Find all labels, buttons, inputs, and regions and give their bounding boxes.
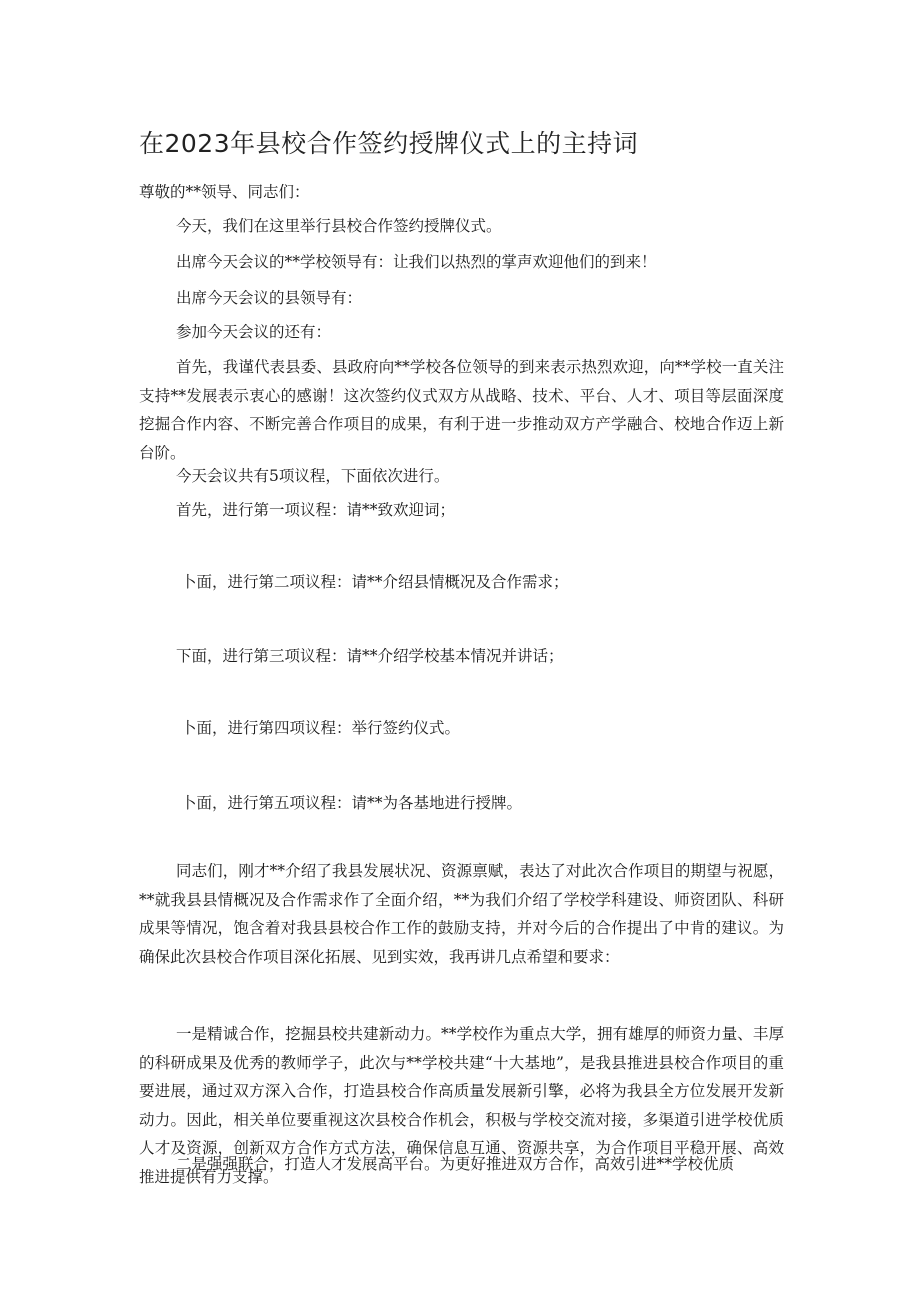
- document-title: 在2023年县校合作签约授牌仪式上的主持词: [139, 129, 639, 158]
- paragraph: 出席今天会议的县领导有：: [176, 289, 363, 307]
- paragraph: 首先，我谨代表县委、县政府向**学校各位领导的到来表示热烈欢迎，向**学校一直关注支持**发展表示衷心的感谢！这次签约仪式双方从战略、技术、平台、人才、项目等层面深度挖掘合作内容、不断完善合作项目的成果，有利于进一步推动双方产学融合、校地合作迈上新台阶。: [139, 358, 784, 462]
- agenda-item-5: 卜面，进行第五项议程：请**为各基地进行授牌。: [181, 794, 523, 812]
- agenda-item-2: 卜面，进行第二项议程：请**介绍县情概况及合作需求；: [181, 573, 569, 591]
- paragraph: 一是精诚合作，挖掘县校共建新动力。**学校作为重点大学，拥有雄厚的师资力量、丰厚的科研成果及优秀的教师学子，此次与**学校共建“十大基地”，是我县推进县校合作项目的重要进展，通过双方深入合作，打造县校合作高质量发展新引擎，必将为我县全方位发展开发新动力。因此，相关单位要重视这次县校合作机会，积极与学校交流对接，多渠道引进学校优质人才及资源，创新双方合作方式方法，确保信息互通、资源共享，为合作项目平稳开展、高效推进提供有力支撑。: [139, 1025, 784, 1186]
- agenda-item-3: 下面，进行第三项议程：请**介绍学校基本情况并讲话；: [176, 647, 564, 665]
- salutation: 尊敬的**领导、同志们：: [139, 183, 310, 201]
- paragraph: 参加今天会议的还有：: [176, 323, 332, 341]
- agenda-item-1: 首先，进行第一项议程：请**致欢迎词；: [176, 501, 456, 519]
- paragraph: 出席今天会议的**学校领导有：让我们以热烈的掌声欢迎他们的到来！: [176, 253, 657, 271]
- paragraph: 今天，我们在这里举行县校合作签约授牌仪式。: [176, 217, 502, 235]
- paragraph: 二是强强联合，打造人才发展高平台。为更好推进双方合作，高效引进**学校优质: [176, 1155, 735, 1173]
- paragraph: 今天会议共有5项议程，下面依次进行。: [176, 467, 450, 485]
- paragraph: 同志们，刚才**介绍了我县发展状况、资源禀赋，表达了对此次合作项目的期望与祝愿，**就我县县情概况及合作需求作了全面介绍，**为我们介绍了学校学科建设、师资团队、科研成果等情况，饱含着对我县县校合作工作的鼓励支持，并对今后的合作提出了中肯的建议。为确保此次县校合作项目深化拓展、见到实效，我再讲几点希望和要求：: [139, 862, 784, 966]
- agenda-item-4: 卜面，进行第四项议程：举行签约仪式。: [181, 719, 461, 737]
